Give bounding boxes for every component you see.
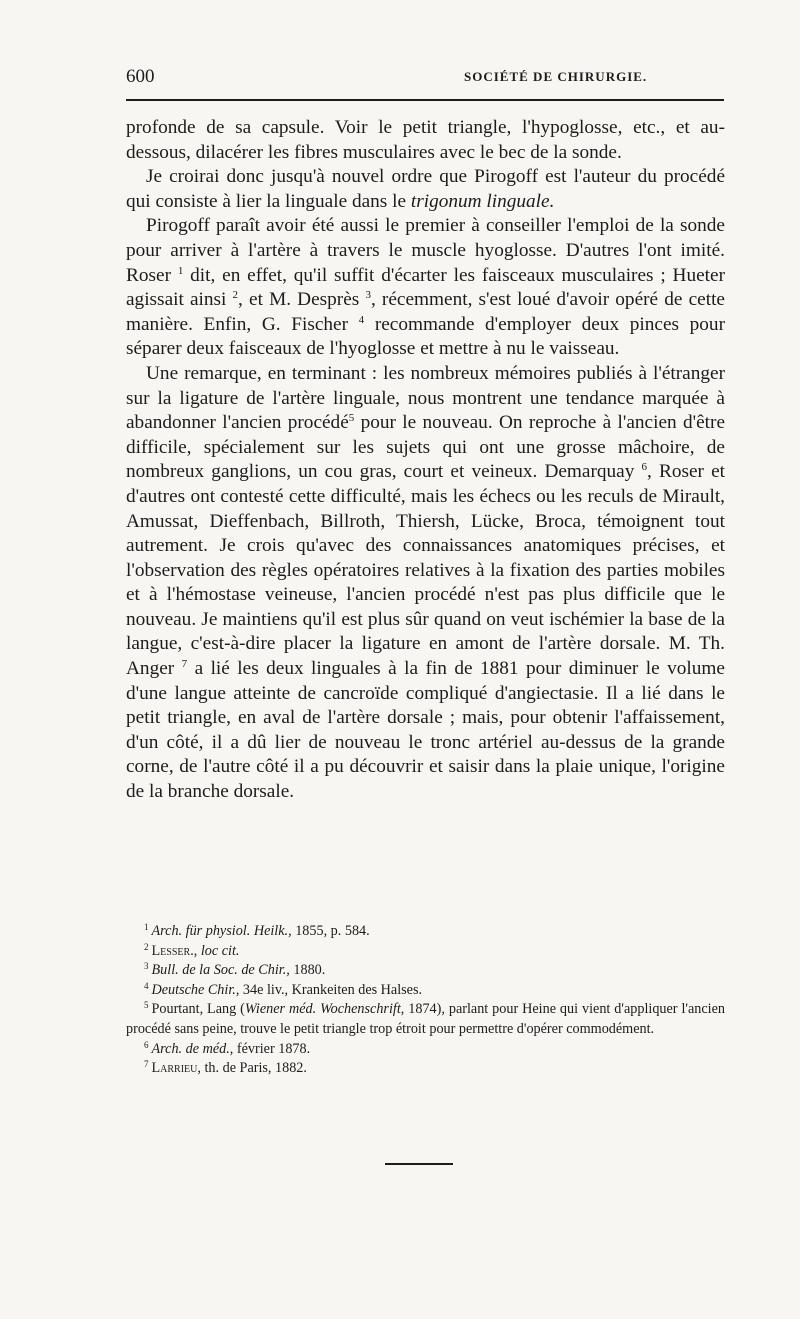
paragraph: Je croirai donc jusqu'à nouvel ordre que Pirogoff est l'auteur du procédé qui consiste à lier la linguale dans le trigonum linguale. <box>126 166 725 212</box>
footnote-ref: 4 <box>358 313 365 326</box>
footnote: $^5$ Pourtant, Lang (Wiener méd. Wochenschrift, 1874), parlant pour Heine qui vient d'appliquer l'ancien procédé sans peine, trouve le petit triangle trop étroit pour permettre d'opérer commodément. <box>126 1000 725 1037</box>
footnote-ref: 2 <box>232 289 239 302</box>
paragraph: Pirogoff paraît avoir été aussi le premier à conseiller l'emploi de la sonde pour arriver à l'artère à travers le muscle hyoglosse. D'autres l'ont imité. Roser $^1$ dit, en effet, qu'il suffit d'écarter les faisceaux musculaires ; Hueter agissait ainsi $^2$, et M. Desprès $^3$, récemment, s'est loué d'avoir opéré de cette manière. Enfin, G. Fischer $^4$ recommande d'employer deux pinces pour séparer deux faisceaux de l'hyoglosse et mettre à nu le vaisseau. <box>126 215 725 360</box>
body-text <box>126 116 725 805</box>
footnote-ref: 6 <box>641 461 648 474</box>
paragraph: Une remarque, en terminant : les nombreux mémoires publiés à l'étranger sur la ligature de l'artère linguale, nous montrent une tendance marquée à abandonner l'ancien procédé$^5$ pour le nouveau. On reproche à l'ancien d'être difficile, spécialement sur les sujets qui ont une grosse mâchoire, de nombreux ganglions, un cou gras, court et veineux. Demarquay $^6$, Roser et d'autres ont contesté cette difficulté, mais les échecs ou les reculs de Mirault, Amussat, Dieffenbach, Billroth, Thiersh, Lücke, Broca, témoignent tout autrement. Je crois qu'avec des connaissances anatomiques précises, et l'observation des règles opératoires relatives à la fixation des parties mobiles et à l'hémostase veineuse, l'ancien procédé n'est pas plus difficile que le nouveau. Je maintiens qu'il est plus sûr quand on veut ischémier la base de la langue, c'est-à-dire placer la ligature en amont de l'artère dorsale. M. Th. Anger $^7$ a lié les deux linguales à la fin de 1881 pour diminuer le volume d'une langue atteinte de cancroïde compliqué d'angiectasie. Il a lié dans le petit triangle, en aval de l'artère dorsale ; mais, pour obtenir l'affaissement, d'un côté, il a dû lier de nouveau le tronc artériel au-dessus de la grande corne, de l'autre côté il a pu découvrir et saisir dans la plaie unique, l'origine de la branche dorsale. <box>126 362 725 803</box>
footnote: $^7$ Larrieu, th. de Paris, 1882. <box>144 1059 307 1077</box>
paragraph: profonde de sa capsule. Voir le petit triangle, l'hypoglosse, etc., et au-dessous, dilacérer les fibres musculaires avec le bec de la sonde. <box>126 117 725 163</box>
page-number: 600 <box>126 66 155 87</box>
page-header <box>126 66 726 90</box>
footnote-ref: 1 <box>177 264 184 277</box>
end-rule <box>385 1163 453 1165</box>
footnote-ref: 7 <box>181 658 188 671</box>
footnote: $^2$ Lesser., loc cit. <box>144 941 240 959</box>
running-title: SOCIÉTÉ DE CHIRURGIE. <box>464 69 648 84</box>
footnotes <box>126 922 725 1079</box>
italic-term: trigonum linguale. <box>410 190 555 212</box>
footnote: $^1$ Arch. für physiol. Heilk., 1855, p. 584. <box>144 922 370 939</box>
header-rule <box>126 99 724 101</box>
footnote: $^6$ Arch. de méd., février 1878. <box>144 1039 311 1057</box>
footnote-ref: 3 <box>365 289 371 302</box>
footnote: $^4$ Deutsche Chir., 34e liv., Krankeiten des Halses. <box>144 980 423 998</box>
footnote-ref: 5 <box>348 412 355 425</box>
footnote: $^3$ Bull. de la Soc. de Chir., 1880. <box>144 961 326 979</box>
